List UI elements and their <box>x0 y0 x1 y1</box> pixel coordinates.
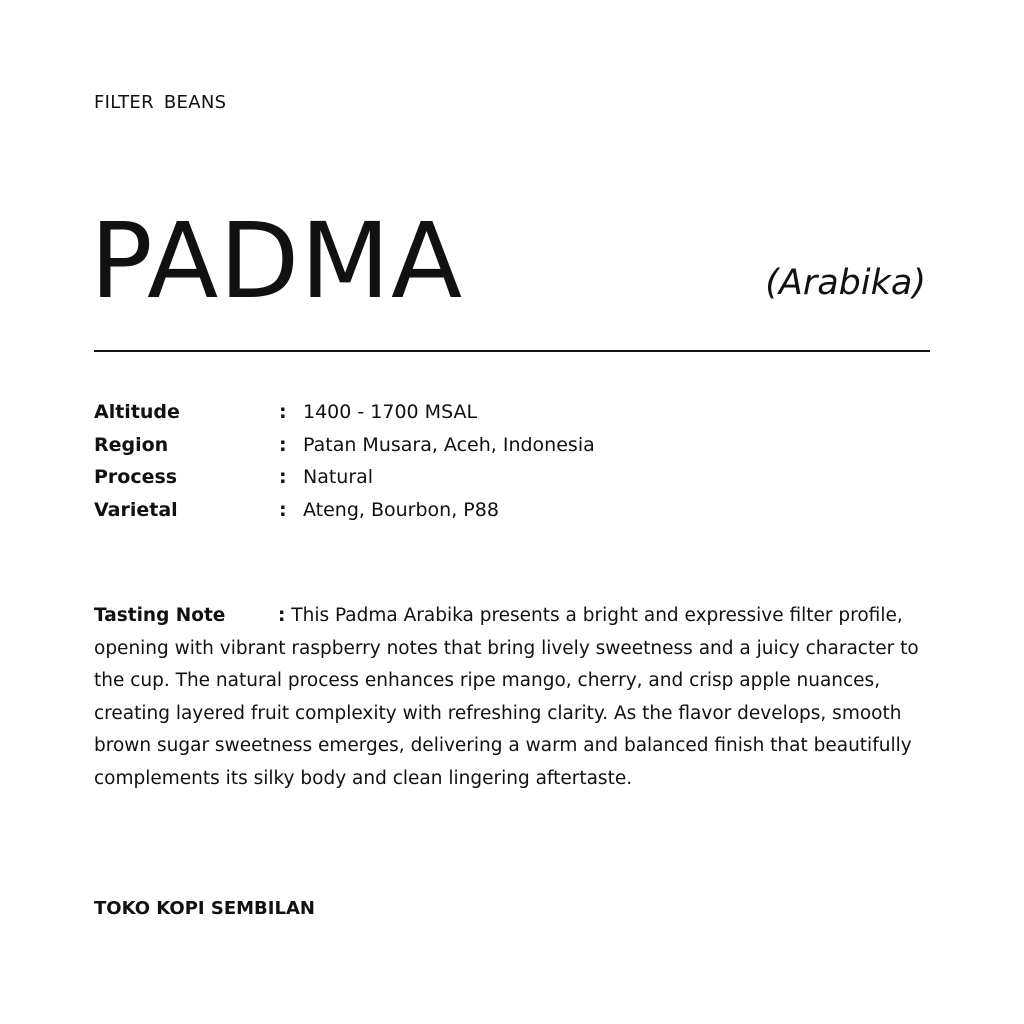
tasting-note-label: Tasting Note <box>94 605 226 626</box>
spec-row-process <box>94 462 930 495</box>
spec-label: Process <box>94 466 178 488</box>
spec-row-varietal <box>94 495 930 528</box>
spec-separator: : <box>279 466 287 488</box>
category-label: FILTER BEANS <box>94 92 227 113</box>
spec-separator: : <box>279 433 287 456</box>
spec-value: Ateng, Bourbon, P88 <box>303 498 499 521</box>
spec-value: 1400 - 1700 MSAL <box>303 401 478 423</box>
product-title: PADMA <box>90 200 464 322</box>
spec-separator: : <box>279 498 287 521</box>
spec-label: Altitude <box>94 401 180 423</box>
tasting-note-separator: : <box>278 605 286 626</box>
spec-row-region <box>94 430 930 463</box>
tasting-note <box>94 600 934 795</box>
spec-value: Patan Musara, Aceh, Indonesia <box>303 433 595 456</box>
spec-list <box>94 397 930 527</box>
tasting-note-text: This Padma Arabika presents a bright and expressive filter profile, opening with vibrant raspberry notes that bring lively sweetness and a juicy character to the cup. The natural process enhances ripe mango, cherry, and crisp apple nuances, creating layered fruit complexity with refreshing clarity. As the flavor develops, smooth brown sugar sweetness emerges, delivering a warm and balanced finish that beautifully complements its silky body and clean lingering aftertaste. <box>94 605 919 789</box>
spec-value: Natural <box>303 466 374 488</box>
brand-name: TOKO KOPI SEMBILAN <box>94 898 315 919</box>
divider <box>94 350 930 352</box>
spec-separator: : <box>279 401 287 423</box>
spec-label: Region <box>94 433 169 456</box>
spec-label: Varietal <box>94 498 178 521</box>
spec-row-altitude <box>94 397 930 430</box>
product-subtitle: (Arabika) <box>765 263 926 303</box>
